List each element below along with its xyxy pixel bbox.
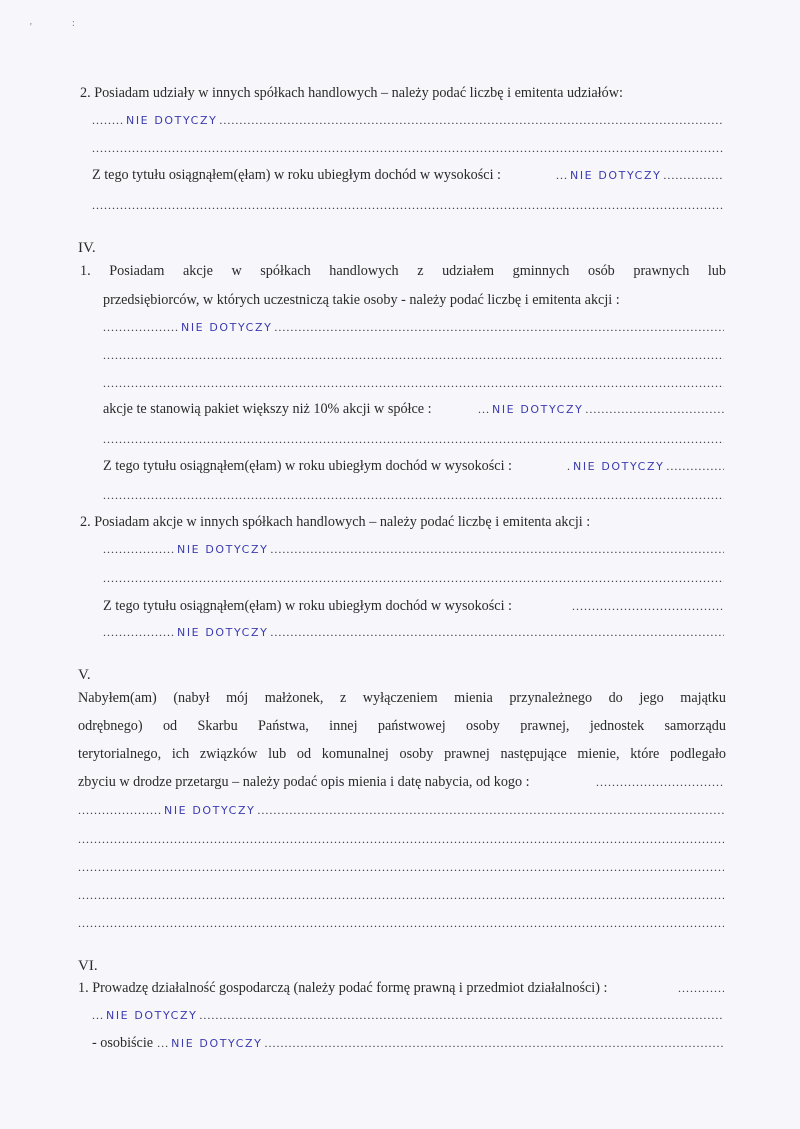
section-heading-vi: VI. xyxy=(78,958,98,974)
dotted-line xyxy=(78,914,724,932)
pakiet-label: akcje te stanowią pakiet większy niż 10% akcji w spółce : xyxy=(103,401,432,417)
dotted-line xyxy=(103,430,724,448)
dotted-line xyxy=(78,830,724,848)
dotted-line xyxy=(103,346,724,364)
dotted-line xyxy=(103,486,724,504)
osobiscie-label: - osobiście xyxy=(92,1035,154,1051)
handwritten-answer: NIE DOTYCZY xyxy=(177,543,269,556)
answer-line-business: ... NIE DOTYCZY..... xyxy=(92,1006,724,1024)
section-heading-v: V. xyxy=(78,667,91,683)
income-label: Z tego tytułu osiągnąłem(ęłam) w roku ubiegłym dochód w wysokości : xyxy=(103,598,512,614)
question-stocks-municipal-line2: przedsiębiorców, w których uczestniczą takie osoby - należy podać liczbę i emitenta akcji : xyxy=(103,292,620,308)
section-v-text-line4: zbyciu w drodze przetargu – należy podać opis mienia i datę nabycia, od kogo : xyxy=(78,774,530,790)
handwritten-answer: NIE DOTYCZY xyxy=(492,403,584,416)
section-v-text-line2: odrębnego) od Skarbu Państwa, innej państwowej osoby prawnej, jednostek samorządu xyxy=(78,718,726,734)
dotted-line xyxy=(572,597,724,615)
dotted-line xyxy=(103,374,724,392)
section-heading-iv: IV. xyxy=(78,240,96,256)
dotted-line xyxy=(103,569,724,587)
question-other-stocks: 2. Posiadam akcje w innych spółkach handlowych – należy podać liczbę i emitenta akcji : xyxy=(80,514,591,530)
answer-line-income: ... NIE DOTYCZY..... xyxy=(556,166,724,184)
answer-line-income: .................. NIE DOTYCZY..... xyxy=(103,623,724,641)
answer-line-pakiet: ... NIE DOTYCZY..... xyxy=(478,400,724,418)
handwritten-answer: NIE DOTYCZY xyxy=(570,169,662,182)
dotted-line xyxy=(92,196,724,214)
question-business: 1. Prowadzę działalność gospodarczą (należy podać formę prawną i przedmiot działalności) : xyxy=(78,980,608,996)
handwritten-answer: NIE DOTYCZY xyxy=(181,321,273,334)
answer-line-other-stocks: .................. NIE DOTYCZY..... xyxy=(103,540,724,558)
dotted-line xyxy=(92,139,724,157)
scan-speck: : xyxy=(72,18,75,29)
answer-line-osobiscie: - osobiście ... NIE DOTYCZY..... xyxy=(92,1034,724,1052)
handwritten-answer: NIE DOTYCZY xyxy=(171,1037,263,1050)
answer-line-property: ..................... NIE DOTYCZY..... xyxy=(78,801,724,819)
handwritten-answer: NIE DOTYCZY xyxy=(573,460,665,473)
question-shares: 2. Posiadam udziały w innych spółkach handlowych – należy podać liczbę i emitenta udziałów: xyxy=(80,85,623,101)
handwritten-answer: NIE DOTYCZY xyxy=(177,626,269,639)
handwritten-answer: NIE DOTYCZY xyxy=(106,1009,198,1022)
answer-line-stocks: ................... NIE DOTYCZY..... xyxy=(103,318,724,336)
dotted-line xyxy=(78,886,724,904)
handwritten-answer: NIE DOTYCZY xyxy=(164,804,256,817)
dotted-line xyxy=(596,773,724,791)
dotted-line xyxy=(78,858,724,876)
income-label: Z tego tytułu osiągnąłem(ęłam) w roku ubiegłym dochód w wysokości : xyxy=(92,167,501,183)
section-v-text-line3: terytorialnego, ich związków lub od komunalnej osoby prawnej następujące mienie, które podlegało xyxy=(78,746,726,762)
income-label: Z tego tytułu osiągnąłem(ęłam) w roku ubiegłym dochód w wysokości : xyxy=(103,458,512,474)
dotted-line xyxy=(678,979,724,997)
question-stocks-municipal-line1: 1. Posiadam akcje w spółkach handlowych z udziałem gminnych osób prawnych lub xyxy=(80,263,726,279)
answer-line-income: . NIE DOTYCZY..... xyxy=(567,457,724,475)
section-v-text-line1: Nabyłem(am) (nabył mój małżonek, z wyłączeniem mienia przynależnego do jego majątku xyxy=(78,690,726,706)
answer-line-shares: ........ NIE DOTYCZY..... xyxy=(92,111,724,129)
handwritten-answer: NIE DOTYCZY xyxy=(126,114,218,127)
scan-speck: ' xyxy=(30,22,32,33)
